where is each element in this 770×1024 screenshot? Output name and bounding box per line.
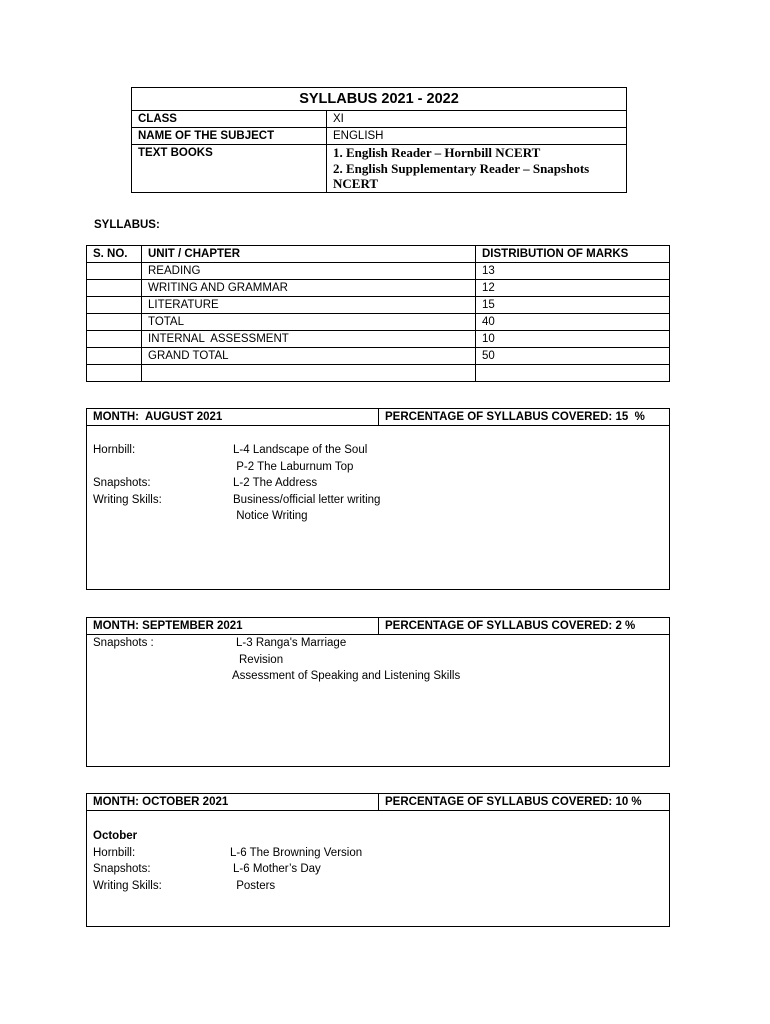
line-text: Posters	[233, 880, 276, 892]
cell-marks: 10	[476, 331, 670, 348]
textbooks-label: TEXT BOOKS	[132, 145, 327, 193]
line-label: Hornbill:	[93, 444, 136, 456]
textbooks-value	[327, 145, 627, 193]
line-label: Snapshots :	[93, 637, 154, 649]
line-label: Writing Skills:	[93, 880, 162, 892]
cell-unit: READING	[142, 263, 476, 280]
col-header-unit: UNIT / CHAPTER	[142, 246, 476, 263]
cell-unit: LITERATURE	[142, 297, 476, 314]
syllabus-label: SYLLABUS:	[94, 219, 160, 231]
line-text: Revision	[239, 654, 284, 666]
cell-unit: GRAND TOTAL	[142, 348, 476, 365]
cell-sno	[87, 297, 142, 314]
syllabus-title: SYLLABUS 2021 - 2022	[132, 88, 627, 111]
cell-marks: 50	[476, 348, 670, 365]
cell-sno	[87, 280, 142, 297]
class-value: XI	[327, 111, 627, 128]
table-header-row	[87, 246, 670, 263]
percentage-covered: PERCENTAGE OF SYLLABUS COVERED: 2 %	[379, 618, 670, 635]
line-label: Snapshots:	[93, 477, 151, 489]
cell-sno	[87, 263, 142, 280]
line-text: L-3 Ranga's Marriage	[236, 637, 347, 649]
month-title: MONTH: OCTOBER 2021	[87, 794, 379, 811]
col-header-sno: S. NO.	[87, 246, 142, 263]
cell-marks: 13	[476, 263, 670, 280]
month-box-september	[86, 617, 670, 767]
table-row	[87, 280, 670, 297]
cell-sno	[87, 365, 142, 382]
line-label: Snapshots:	[93, 863, 151, 875]
month-title: MONTH: SEPTEMBER 2021	[87, 618, 379, 635]
line-text: L-2 The Address	[233, 477, 318, 489]
cell-unit: INTERNAL ASSESSMENT	[142, 331, 476, 348]
cell-unit: TOTAL	[142, 314, 476, 331]
table-row	[87, 348, 670, 365]
line-text: P-2 The Laburnum Top	[233, 461, 354, 473]
line-text: Business/official letter writing	[233, 494, 381, 506]
table-row	[87, 297, 670, 314]
textbook-2: 2. English Supplementary Reader – Snapshots NCERT	[333, 160, 590, 191]
cell-sno	[87, 348, 142, 365]
line-text: Assessment of Speaking and Listening Skills	[232, 670, 461, 682]
month-title: MONTH: AUGUST 2021	[87, 409, 379, 426]
line-text: Notice Writing	[233, 510, 308, 522]
marks-distribution-table	[86, 245, 670, 382]
col-header-marks: DISTRIBUTION OF MARKS	[476, 246, 670, 263]
cell-marks	[476, 365, 670, 382]
month-box-october	[86, 793, 670, 927]
month-subheading: October	[93, 830, 138, 842]
cell-marks: 40	[476, 314, 670, 331]
table-row	[87, 263, 670, 280]
line-label: Writing Skills:	[93, 494, 162, 506]
month-content	[87, 635, 670, 767]
cell-unit: WRITING AND GRAMMAR	[142, 280, 476, 297]
line-text: L-6 The Browning Version	[230, 847, 363, 859]
cell-sno	[87, 331, 142, 348]
cell-marks: 15	[476, 297, 670, 314]
month-box-august	[86, 408, 670, 590]
cell-marks: 12	[476, 280, 670, 297]
syllabus-header-table	[131, 87, 627, 193]
class-label: CLASS	[132, 111, 327, 128]
textbook-1: 1. English Reader – Hornbill NCERT	[333, 145, 541, 160]
line-text: L-6 Mother’s Day	[233, 863, 321, 875]
cell-sno	[87, 314, 142, 331]
percentage-covered: PERCENTAGE OF SYLLABUS COVERED: 15 %	[379, 409, 670, 426]
subject-label: NAME OF THE SUBJECT	[132, 128, 327, 145]
subject-value: ENGLISH	[327, 128, 627, 145]
table-row	[87, 365, 670, 382]
percentage-covered: PERCENTAGE OF SYLLABUS COVERED: 10 %	[379, 794, 670, 811]
line-label: Hornbill:	[93, 847, 136, 859]
month-content	[87, 811, 670, 927]
table-row	[87, 314, 670, 331]
month-content	[87, 426, 670, 590]
line-text: L-4 Landscape of the Soul	[233, 444, 368, 456]
cell-unit	[142, 365, 476, 382]
table-row	[87, 331, 670, 348]
